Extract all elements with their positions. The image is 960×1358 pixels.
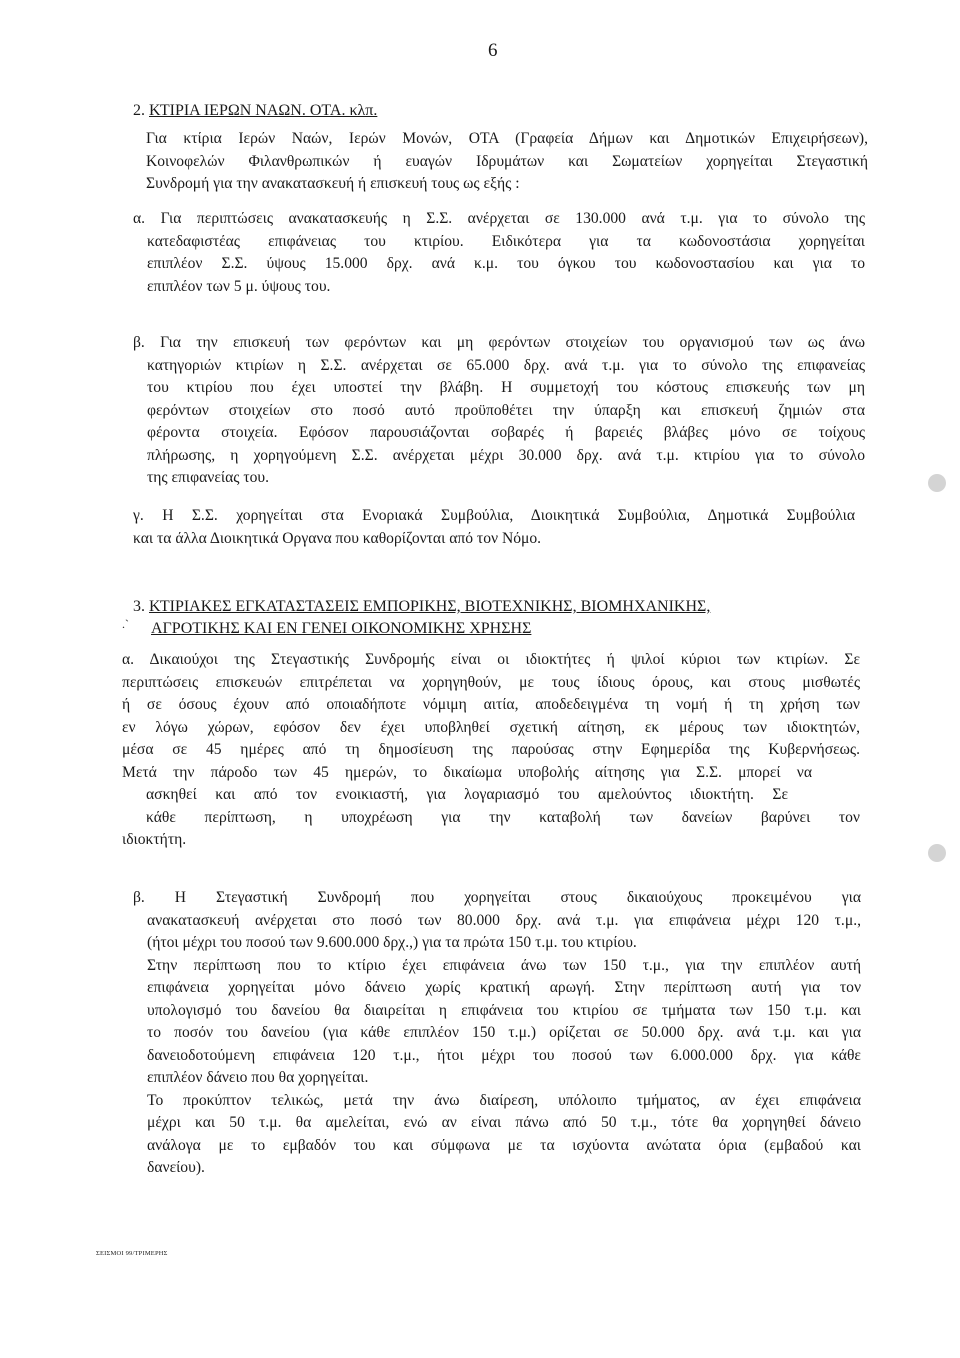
- section-2c-paragraph: [133, 505, 855, 550]
- scan-hole-mark: [928, 844, 946, 862]
- intro-line: Συνδρομή για την ανακατασκευή ή επισκευή τους ως εξής :: [146, 175, 520, 192]
- intro-line: Κοινοφελών Φιλανθρωπικών ή ευαγών Ιδρυμάτων και Σωματείων χορηγείται Στεγαστική: [146, 152, 868, 170]
- paragraph-line: Το προκύπτον τελικώς, μετά την άνω διαίρεση, υπόλοιπο τμήματος, αν έχει επιφάνεια: [147, 1091, 861, 1109]
- scan-hole-mark: [928, 474, 946, 492]
- page-number: 6: [488, 40, 498, 61]
- section-3-number: 3.: [133, 598, 145, 615]
- paragraph-line: γ. Η Σ.Σ. χορηγείται στα Ενοριακά Συμβούλια, Διοικητικά Συμβούλια, Δημοτικά Συμβούλια: [133, 507, 855, 524]
- paragraph-line: πλήρωσης, η χορηγούμενη Σ.Σ. ανέρχεται μέχρι 30.000 δρχ. ανά τ.μ. κτιρίου για το σύνολο: [147, 446, 865, 464]
- paragraph-line: ή σε όσους έχουν από οποιαδήποτε νόμιμη αιτία, αποδεδειγμένα τη νομή ή τη χρήση των: [122, 696, 860, 713]
- section-2-intro: [146, 128, 868, 196]
- paragraph-line: μέχρι και 50 τ.μ. θα αμελείται, ενώ αν είναι πάνω από 50 τ.μ., τότε θα χορηγηθεί δάνειο: [147, 1114, 861, 1131]
- paragraph-line: β. Η Στεγαστική Συνδρομή που χορηγείται στους δικαιούχους προκειμένου για: [133, 889, 861, 906]
- paragraph-line: εν λόγω χώρων, εφόσον δεν έχει υποβληθεί σχετική αίτηση, εκ μέρους των ιδιοκτητών,: [122, 718, 860, 736]
- section-3-title-line2: ΑΓΡΟΤΙΚΗΣ ΚΑΙ ΕΝ ΓΕΝΕΙ ΟΙΚΟΝΟΜΙΚΗΣ ΧΡΗΣΗΣ: [151, 620, 532, 637]
- paragraph-line: κατηγοριών κτιρίων η Σ.Σ. ανέρχεται σε 65.000 δρχ. ανά τ.μ. για το σύνολο της επιφανείας: [147, 356, 865, 374]
- paragraph-line: υπολογισμό του δανείου θα διαιρείται η επιφάνεια του κτιρίου σε τμήματα των 150 τ.μ. και: [147, 1001, 861, 1019]
- paragraph-line: το ποσόν του δανείου (για κάθε επιπλέον 150 τ.μ.) ορίζεται σε 50.000 δρχ. ανά τ.μ. και για: [147, 1024, 861, 1041]
- paragraph-line: περιπτώσεις επισκευών επιτρέπεται να χορηγηθούν, με τους ίδιους όρους, και στους μισθωτές: [122, 673, 860, 691]
- paragraph-line: δανειοδοτούμενη επιφάνεια 120 τ.μ., ήτοι μέχρι του ποσού των 6.000.000 δρχ. για κάθε: [147, 1046, 861, 1064]
- section-2-heading: [133, 100, 377, 122]
- paragraph-line: α. Δικαιούχοι της Στεγαστικής Συνδρομής είναι οι ιδιοκτήτες ή ψιλοί κύριοι των κτιρίων. Σε: [122, 651, 860, 668]
- paragraph-line: δανείου).: [147, 1159, 205, 1176]
- paragraph-line: κάθε περίπτωση, η υποχρέωση για την καταβολή των δανείων βαρύνει τον: [146, 808, 860, 826]
- paragraph-line: α. Για περιπτώσεις ανακατασκευής η Σ.Σ. ανέρχεται σε 130.000 ανά τ.μ. για το σύνολο της: [133, 210, 865, 227]
- paragraph-line: ιδιοκτήτη.: [122, 831, 187, 848]
- paragraph-line: επιφάνεια χορηγείται μόνο δάνειο χωρίς κρατική αρωγή. Στην περίπτωση αυτή για τον: [147, 979, 861, 996]
- margin-tick-mark: .`: [122, 617, 129, 631]
- paragraph-line: ανάλογα με το εμβαδόν του και σύμφωνα με τα ισχύοντα ανώτατα όρια (εμβαδού και: [147, 1136, 861, 1154]
- paragraph-line: κατεδαφιστέας επιφάνειας του κτιρίου. Ειδικότερα για τα κωδονοστάσια χορηγείται: [147, 232, 865, 250]
- paragraph-line: επιπλέον των 5 μ. ύψους του.: [147, 277, 331, 295]
- paragraph-line: (ήτοι μέχρι του ποσού των 9.600.000 δρχ.,) για τα πρώτα 150 τ.μ. του κτιρίου.: [147, 934, 637, 951]
- paragraph-line: και τα άλλα Διοικητικά Οργανα που καθορίζονται από τον Νόμο.: [133, 529, 542, 547]
- paragraph-line: επιπλέον Σ.Σ. ύψους 15.000 δρχ. ανά κ.μ. του όγκου του κωδονοστασίου και για το: [147, 255, 865, 272]
- section-2-title: ΚΤΙΡΙΑ ΙΕΡΩΝ ΝΑΩΝ. ΟΤΑ. κλπ.: [149, 102, 378, 119]
- section-3-heading: [133, 596, 873, 640]
- paragraph-line: ανακατασκευή ανέρχεται στο ποσό των 80.000 δρχ. ανά τ.μ. για επιφάνεια μέχρι 120 τ.μ.,: [147, 911, 861, 929]
- paragraph-line: Στην περίπτωση που το κτίριο έχει επιφάνεια άνω των 150 τ.μ., για την επιπλέον αυτή: [147, 956, 861, 974]
- paragraph-line: μέσα σε 45 ημέρες από τη δημοσίευση της παρούσας στην Εφημερίδα της Κυβερνήσεως.: [122, 741, 860, 758]
- paragraph-line: φέροντα στοιχεία. Εφόσον παρουσιάζονται σοβαρές ή βαρειές βλάβες μόνο σε τοίχους: [147, 424, 865, 441]
- paragraph-line: επιπλέον δάνειο που θα χορηγείται.: [147, 1069, 369, 1086]
- intro-line: Για κτίρια Ιερών Ναών, Ιερών Μονών, ΟΤΑ (Γραφεία Δήμων και Δημοτικών Επιχειρήσεων),: [146, 130, 868, 147]
- section-3a-paragraph: [122, 649, 860, 852]
- paragraph-line: β. Για την επισκευή των φερόντων και μη φερόντων στοιχείων του οργανισμού των ως άνω: [133, 334, 865, 351]
- paragraph-line: Μετά την πάροδο των 45 ημερών, το δικαίωμα υποβολής αίτησης για Σ.Σ. μπορεί να: [122, 763, 812, 781]
- section-2b-paragraph: [133, 332, 865, 490]
- paragraph-line: της επιφανείας του.: [147, 469, 270, 486]
- paragraph-line: φερόντων στοιχείων στο ποσό αυτό προϋποθέτει την ύπαρξη και επισκευή ζημιών στα: [147, 401, 865, 419]
- section-2-number: 2.: [133, 102, 145, 119]
- section-3-title-line1: ΚΤΙΡΙΑΚΕΣ ΕΓΚΑΤΑΣΤΑΣΕΙΣ ΕΜΠΟΡΙΚΗΣ, ΒΙΟΤΕΧΝΙΚΗΣ, ΒΙΟΜΗΧΑΝΙΚΗΣ,: [149, 598, 711, 615]
- section-3b-paragraph: [133, 887, 861, 1180]
- paragraph-line: του κτιρίου που έχει υποστεί την βλάβη. Η συμμετοχή του κόστους επισκευής των μη: [147, 379, 865, 396]
- footer-code: ΣΕΙΣΜΟΙ 99/ΤΡΙΜΕΡΗΣ: [96, 1250, 168, 1257]
- paragraph-line: ασκηθεί και από τον ενοικιαστή, για λογαριασμό του αμελούντος ιδιοκτήτη. Σε: [146, 786, 788, 803]
- section-2a-paragraph: [133, 208, 865, 298]
